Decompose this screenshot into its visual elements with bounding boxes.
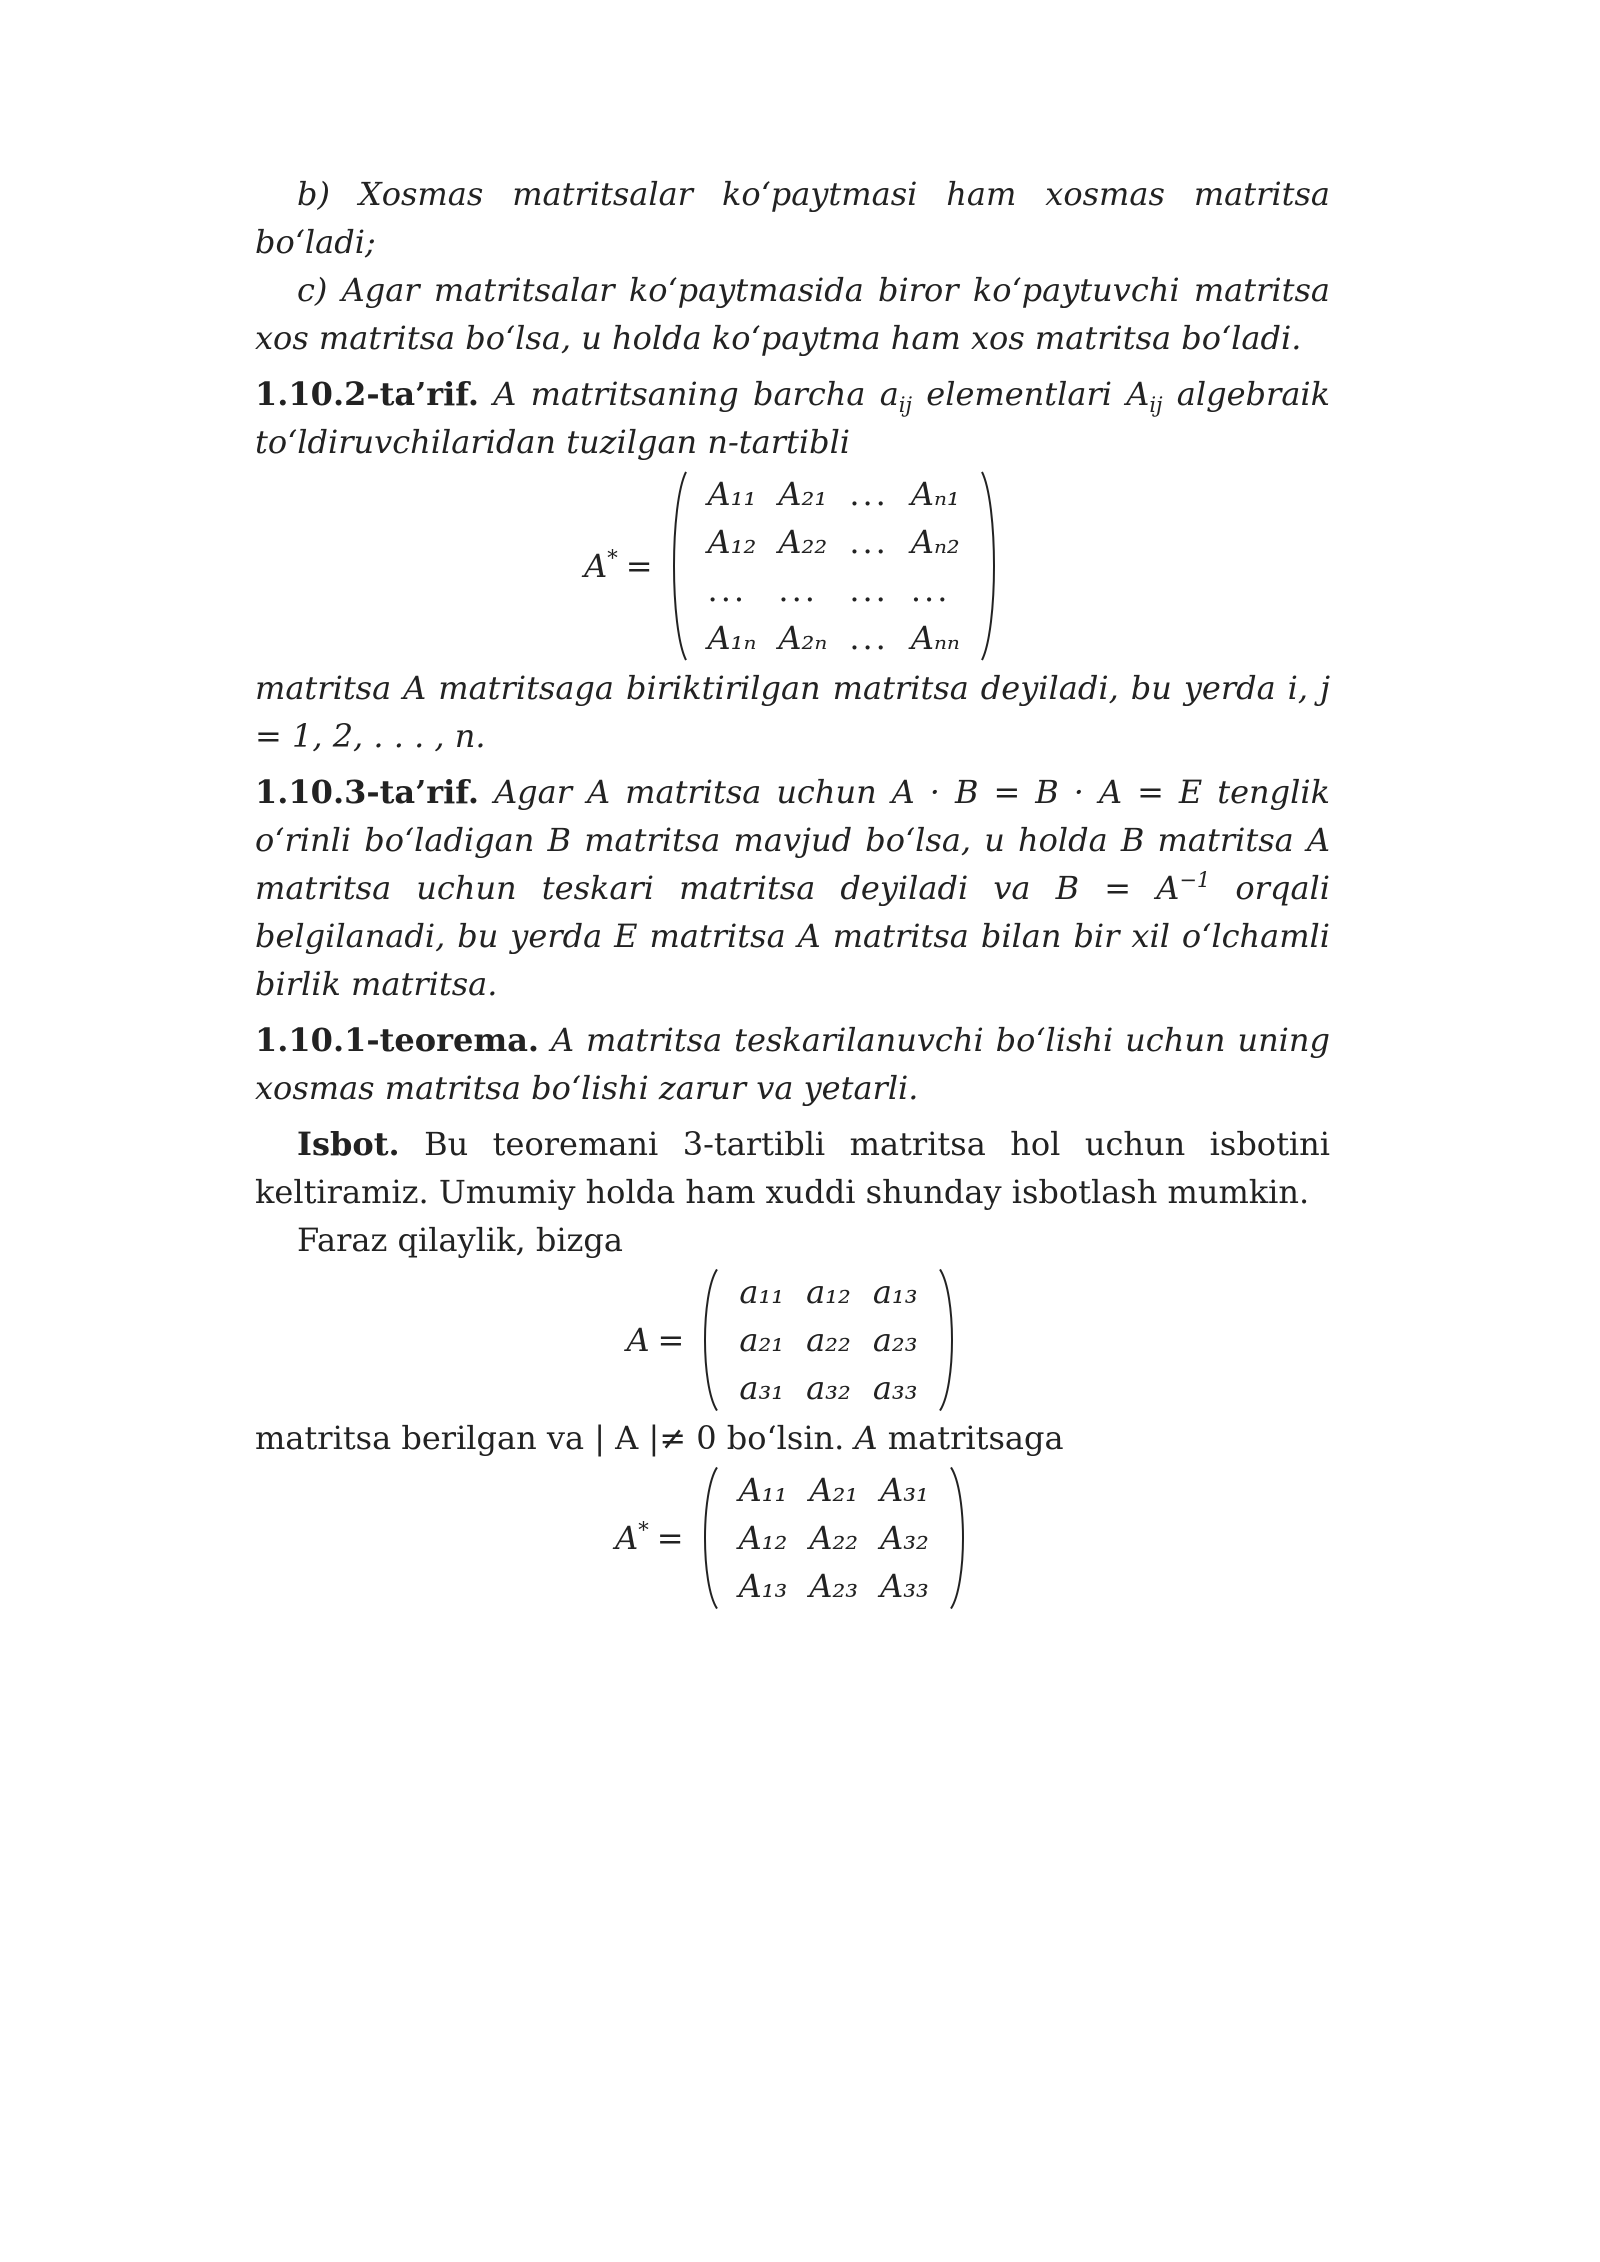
matrix-row (728, 1268, 928, 1316)
paragraph-given: matritsa berilgan va | A |≠ 0 bo‘lsin. A matritsaga (255, 1419, 1064, 1457)
matrix-cell: A₁₂ (738, 1519, 788, 1557)
matrix-row (697, 518, 971, 566)
matrix-cell: a₂₁ (739, 1321, 785, 1359)
matrix-cell: A₂₃ (809, 1567, 859, 1605)
matrix-row (697, 470, 971, 518)
matrix-row (728, 1562, 940, 1610)
definition-1-10-3 (255, 768, 1330, 1008)
matrix-cell: A₁₃ (738, 1567, 788, 1605)
proof-label: Isbot. (297, 1125, 400, 1163)
matrix (698, 1268, 958, 1412)
theorem-1-10-1 (255, 1016, 1330, 1112)
matrix-grid (728, 1466, 940, 1610)
matrix-cell: a₁₂ (806, 1273, 851, 1311)
matrix-cell: a₃₂ (806, 1369, 851, 1407)
equation-lhs: A* = (584, 546, 653, 585)
left-parenthesis (698, 1268, 720, 1412)
matrix-cell: Aₙ₁ (910, 475, 960, 513)
matrix-cell: a₁₁ (739, 1273, 785, 1311)
matrix-cell: A₂₁ (809, 1471, 859, 1509)
matrix-cell: ... (778, 571, 818, 609)
equation-lhs: A = (626, 1321, 685, 1359)
right-parenthesis (979, 470, 1001, 662)
matrix-row (697, 614, 971, 662)
paragraph-item-b: b) Xosmas matritsalar ko‘paytmasi ham xosmas matritsa bo‘ladi; (255, 175, 1330, 261)
matrix (667, 470, 1001, 662)
matrix-cell: A₁₁ (738, 1471, 788, 1509)
matrix-cell: ... (849, 475, 889, 513)
matrix-cell: ... (849, 619, 889, 657)
right-parenthesis (937, 1268, 959, 1412)
math-superscript: −1 (1179, 868, 1211, 892)
matrix-row (728, 1514, 940, 1562)
matrix-cell: ... (707, 571, 748, 609)
matrix-cell: A₁₂ (707, 523, 757, 561)
definition-text: algebraik to‘ldiruvchilaridan tuzilgan (255, 375, 1331, 461)
matrix-grid (728, 1268, 928, 1412)
matrix-cell: a₁₃ (872, 1273, 918, 1311)
matrix-cell: a₃₁ (739, 1369, 785, 1407)
theorem-label: 1.10.1-teorema. (255, 1021, 540, 1059)
equation-adjugate-general (255, 470, 1330, 662)
matrix-row (728, 1364, 928, 1412)
matrix-grid (697, 470, 971, 662)
matrix-row (728, 1316, 928, 1364)
paragraph-item-c: c) Agar matritsalar ko‘paytmasida biror ko‘paytuvchi matritsa xos matritsa bo‘lsa, u holda ko‘paytma ham xos matritsa bo‘ladi. (255, 271, 1330, 357)
matrix (698, 1466, 970, 1610)
math-subscript: ij (1149, 393, 1163, 417)
matrix-cell: A₂₁ (778, 475, 828, 513)
math-subscript: ij (898, 393, 913, 417)
left-parenthesis (698, 1466, 720, 1610)
matrix-cell: A₃₃ (880, 1567, 929, 1605)
definition-label: 1.10.2-ta’rif. (255, 375, 480, 413)
matrix-cell: ... (849, 523, 889, 561)
math-var: a (879, 375, 899, 413)
matrix-cell: A₂ₙ (778, 619, 828, 657)
matrix-cell: A₁ₙ (707, 619, 757, 657)
math-var: A (1126, 375, 1150, 413)
equation-lhs: A* = (615, 1518, 684, 1557)
matrix-cell: a₂₂ (806, 1321, 851, 1359)
matrix-cell: A₁₁ (707, 475, 757, 513)
proof-paragraph (255, 1120, 1330, 1216)
theorem-text: A matritsa teskarilanuvchi bo‘lishi uchun uning xosmas matritsa bo‘lishi zarur va yetarli. (255, 1021, 1330, 1107)
matrix-row (697, 566, 971, 614)
matrix-cell: A₂₂ (778, 523, 828, 561)
matrix-cell: a₃₃ (872, 1369, 918, 1407)
paragraph-suppose: Faraz qilaylik, bizga (297, 1221, 623, 1259)
matrix-cell: ... (849, 571, 889, 609)
left-parenthesis (667, 470, 689, 662)
matrix-row (728, 1466, 940, 1514)
definition-text: Agar A matritsa uchun A · B = B · A = E tenglik o‘rinli bo‘ladigan B matritsa mavjud bo‘lsa, u holda B matritsa A matritsa uchun teskari matritsa deyiladi va B = A (255, 773, 1330, 907)
proof-text: Bu teoremani 3-tartibli matritsa hol uchun isbotini keltiramiz. Umumiy holda ham xuddi shunday isbotlash mumkin. (255, 1125, 1330, 1211)
definition-text: A matritsaning barcha (479, 375, 880, 413)
paragraph-adjugate-definition: matritsa A matritsaga biriktirilgan matritsa deyiladi, bu yerda i, j = 1, 2, . . . , n. (255, 669, 1330, 755)
matrix-cell: A₃₂ (880, 1519, 929, 1557)
matrix-cell: A₃₁ (880, 1471, 929, 1509)
definition-text: elementlari (912, 375, 1127, 413)
matrix-cell: Aₙ₂ (910, 523, 960, 561)
right-parenthesis (948, 1466, 970, 1610)
equation-adjugate-3x3 (255, 1466, 1330, 1610)
matrix-cell: A₂₂ (809, 1519, 859, 1557)
math-var: A (854, 1419, 878, 1457)
definition-label: 1.10.3-ta’rif. (255, 773, 480, 811)
definition-text: -tartibli (727, 423, 851, 461)
equation-matrix-a (255, 1268, 1330, 1412)
math-var: n (707, 423, 728, 461)
definition-1-10-2 (255, 370, 1330, 466)
matrix-cell: a₂₃ (872, 1321, 918, 1359)
definition-text: orqali belgilanadi, bu yerda E matritsa A matritsa bilan bir xil o‘lchamli birlik matritsa. (255, 869, 1331, 1003)
document-page (255, 170, 1330, 1612)
matrix-cell: ... (910, 571, 951, 609)
matrix-cell: Aₙₙ (910, 619, 960, 657)
